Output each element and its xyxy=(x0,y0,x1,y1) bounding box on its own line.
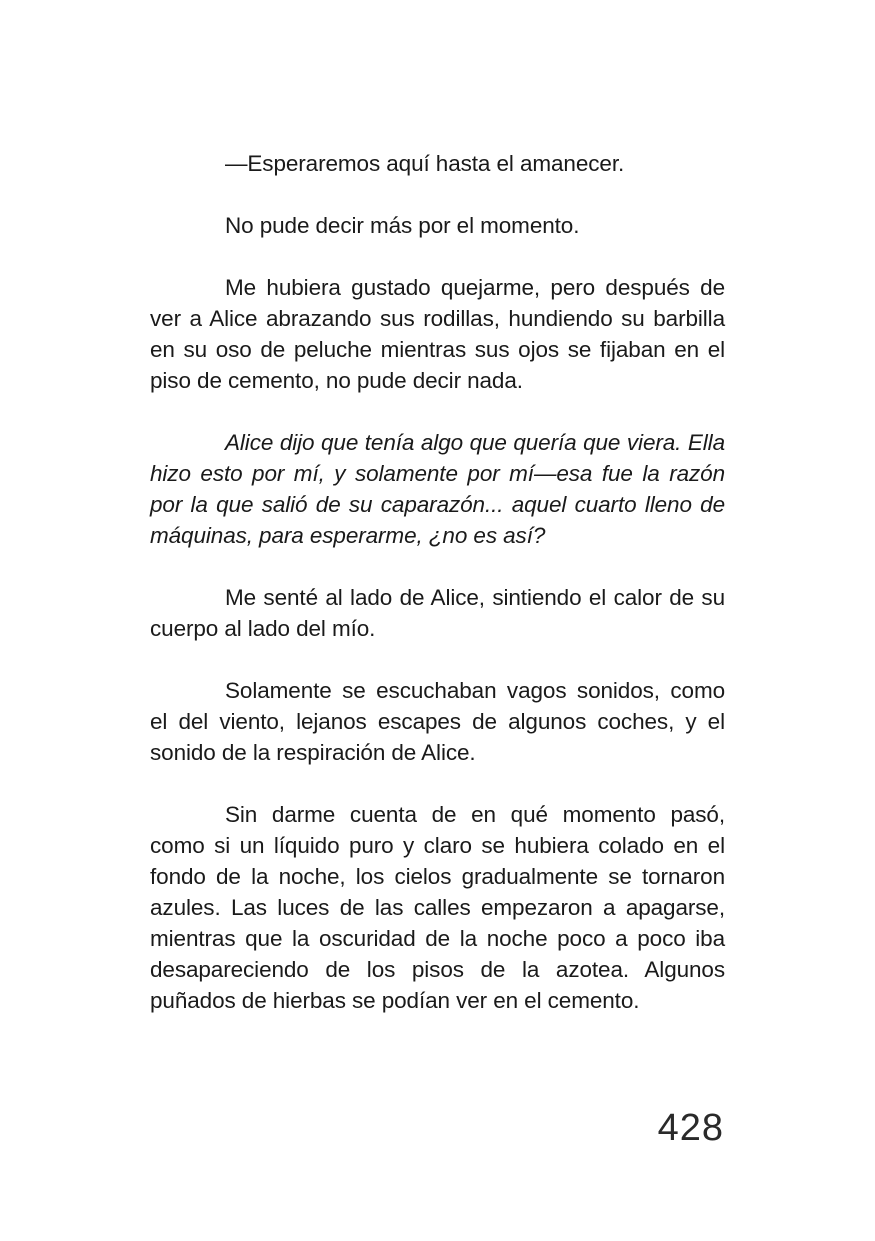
paragraph-4-italic: Alice dijo que tenía algo que quería que viera. Ella hizo esto por mí, y solamente por mí—esa fue la razón por la que salió de su caparazón... aquel cuarto lleno de máquinas, para esperarme, ¿no es así? xyxy=(150,430,725,548)
body-text xyxy=(150,148,725,1047)
paragraph-3: Me hubiera gustado quejarme, pero después de ver a Alice abrazando sus rodillas, hundiendo su barbilla en su oso de peluche mientras sus ojos se fijaban en el piso de cemento, no pude decir nada. xyxy=(150,275,725,393)
paragraph-5: Me senté al lado de Alice, sintiendo el calor de su cuerpo al lado del mío. xyxy=(150,585,725,641)
page-number: 428 xyxy=(657,1107,724,1149)
paragraph-2: No pude decir más por el momento. xyxy=(225,213,580,238)
paragraph-6: Solamente se escuchaban vagos sonidos, como el del viento, lejanos escapes de algunos coches, y el sonido de la respiración de Alice. xyxy=(150,678,725,765)
paragraph-1: —Esperaremos aquí hasta el amanecer. xyxy=(225,151,625,176)
paragraph-7: Sin darme cuenta de en qué momento pasó, como si un líquido puro y claro se hubiera colado en el fondo de la noche, los cielos gradualmente se tornaron azules. Las luces de las calles empezaron a apagarse, mientras que la oscuridad de la noche poco a poco iba desapareciendo de los pisos de la azotea. Algunos puñados de hierbas se podían ver en el cemento. xyxy=(150,802,725,1013)
